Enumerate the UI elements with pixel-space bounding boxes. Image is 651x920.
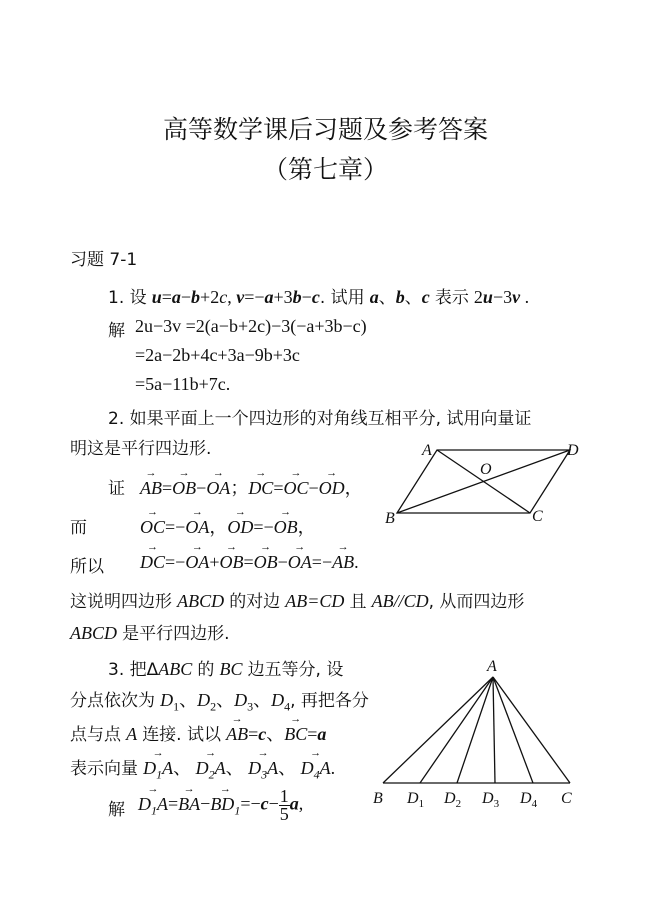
label-d4: $D_4$ <box>520 790 538 810</box>
segment-ad4 <box>493 677 533 783</box>
problem-3-line2: 分点依次为 $D_1$、$D_2$、$D_3$、$D_4$, 再把各分 <box>70 690 369 714</box>
side-ab <box>383 677 493 783</box>
label-c: C <box>561 790 572 807</box>
label-a: A <box>422 442 432 459</box>
label-d3: $D_3$ <box>482 790 500 810</box>
solution-1-label: 解 <box>108 321 125 341</box>
conclusion-line1: 这说明四边形 ABCD 的对边 AB=CD 且 AB//CD, 从而四边形 <box>70 591 525 612</box>
side-ac <box>493 677 570 783</box>
label-o: O <box>480 461 492 478</box>
problem-1: 1. 设 u=a−b+2c, v=−a+3b−c. 试用 a、b、c 表示 2u−3v . <box>108 287 530 308</box>
problem-3-line4: 表示向量 → $D_1A$、 → $D_2A$、 → $D_3A$、 → $D_4A$. <box>70 754 335 783</box>
page-title: 高等数学课后习题及参考答案 <box>162 115 488 144</box>
solution-1-line3: =5a−11b+7c. <box>135 374 231 394</box>
and-label: 而 <box>70 518 87 538</box>
label-b: B <box>385 510 395 527</box>
solution-1-line1: 2u−3v =2(a−b+2c)−3(−a+3b−c) <box>135 316 367 336</box>
problem-2-line2: 明这是平行四边形. <box>70 439 212 459</box>
problem-2-line1: 2. 如果平面上一个四边形的对角线互相平分, 试用向量证 <box>108 409 532 429</box>
and-eq: → OC=−→ OA，→ OD=−→ OB， <box>140 513 316 539</box>
solution-3-eq: → $D_1A=\to BA-\to BD_1=-c-$ $\frac{1}{5}$ a, <box>138 788 303 823</box>
triangle-figure <box>365 655 595 815</box>
label-a: A <box>487 658 497 675</box>
problem-3-line1: 3. 把ΔABC 的 BC 边五等分, 设 <box>108 659 344 680</box>
solution-3-label: 解 <box>108 800 125 820</box>
solution-1-line2: =2a−2b+4c+3a−9b+3c <box>135 345 300 365</box>
segment-ad3 <box>493 677 495 783</box>
parallelogram-figure <box>380 435 590 530</box>
diagonal-bd <box>397 450 570 513</box>
conclusion-line2: ABCD 是平行四边形. <box>70 623 230 644</box>
label-d1: $D_1$ <box>407 790 425 810</box>
chapter-subtitle: （第七章） <box>262 155 388 184</box>
segment-ad2 <box>457 677 493 783</box>
label-c: C <box>532 508 543 525</box>
label-d2: $D_2$ <box>444 790 462 810</box>
problem-3-line3: 点与点 A 连接. 试以 → AB=c、→ BC=a <box>70 720 326 746</box>
segment-ad1 <box>420 677 493 783</box>
proof-label: 证 <box>108 479 125 499</box>
label-b: B <box>373 790 383 807</box>
label-d: D <box>567 442 579 459</box>
so-eq: → DC=−→ OA+→ OB=→ OB−→ OA=−→ AB. <box>140 552 359 573</box>
proof-eq1: → AB=→ OB−→ OA；→ DC=→ OC−→ OD， <box>140 474 363 500</box>
so-label: 所以 <box>70 557 104 577</box>
section-heading: 习题 7-1 <box>70 250 138 270</box>
